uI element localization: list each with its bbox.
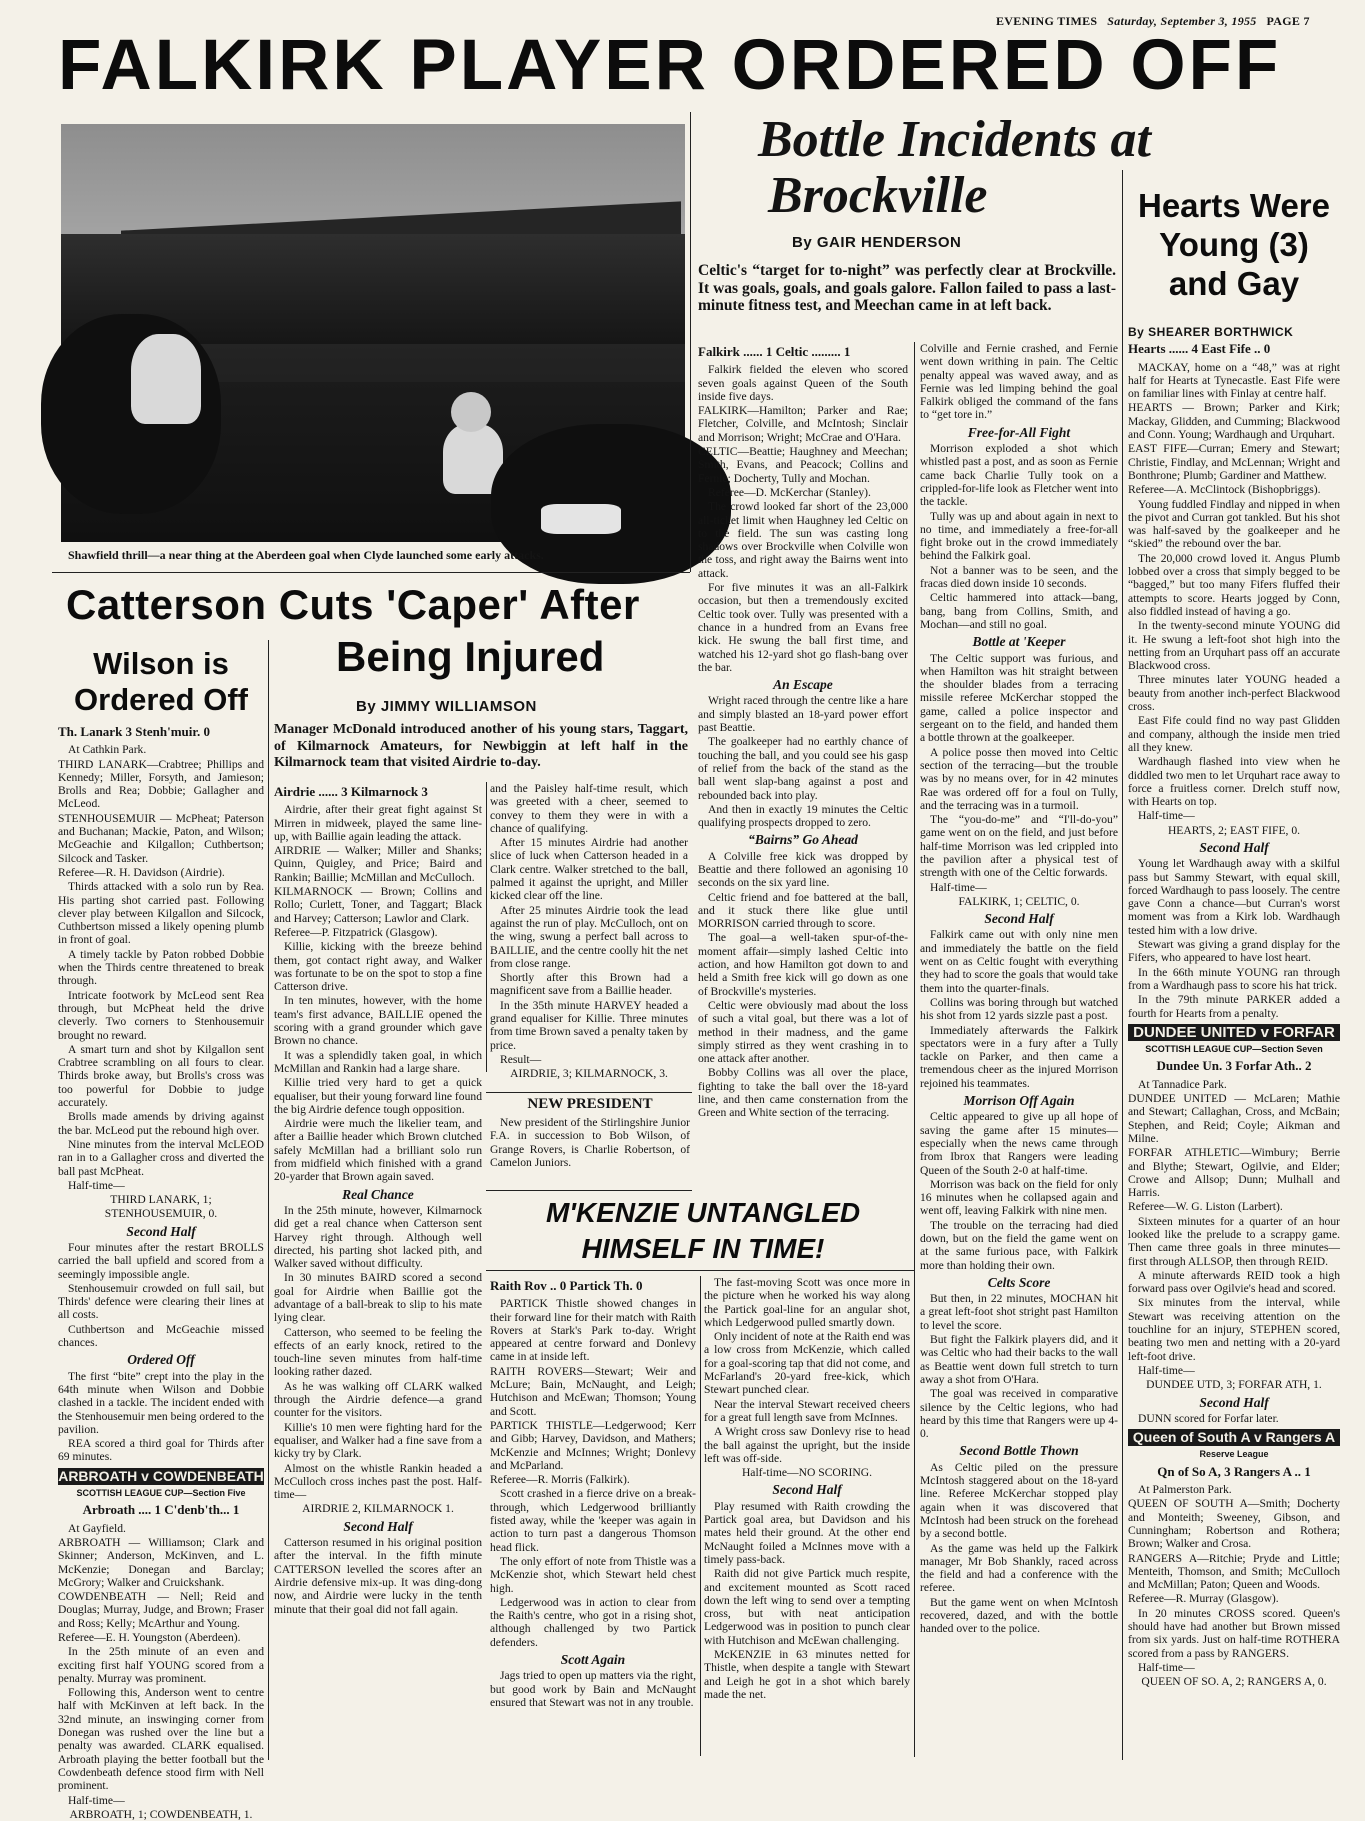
paragraph: Scott crashed in a fierce drive on a break-through, which Ledgerwood brilliantly fisted away, while the 'keeper was again in action to turn past a dangerous Thomson head flick.	[490, 1487, 696, 1554]
paragraph: MACKAY, home on a “48,” was at right half for Hearts at Tynecastle. East Fife were on familiar lines with Finlay at centre half.	[1128, 360, 1340, 401]
paragraph: The goal—a well-taken spur-of-the-moment affair—simply lashed Celtic into action, and how Hamilton got down to and held a Smith free kick will go down as one of Brockville's mysteries.	[698, 931, 908, 998]
paragraph: Shortly after this Brown had a magnificent save from a Baillie header.	[490, 971, 688, 998]
subhead: Second Half	[126, 1223, 196, 1239]
paragraph: It was a splendidly taken goal, in which McMillan and Rankin had a large share.	[274, 1048, 482, 1075]
paragraph: CELTIC—Beattie; Haughney and Meechan; Smith, Evans, and Peacock; Collins and Fernie; Docherty, Tully and Mochan.	[698, 445, 908, 485]
paragraph: Only incident of note at the Raith end was a low cross from McKenzie, which called for a goal-scoring tap that did not come, and McFarland's 20-yard free-kick, which Stewart punched clear.	[704, 1330, 910, 1397]
catterson-byline: By JIMMY WILLIAMSON	[356, 698, 537, 715]
paragraph: Tully was up and about again in next to no time, and immediately a free-for-all fight broke out in the crowd immediately behind the Falkirk goal.	[920, 509, 1118, 563]
paragraph: DUNDEE UNITED — McLaren; Mathie and Stewart; Callaghan, Cross, and McBain; Stephen, and Reid; Coyle; Aikman and Milne.	[1128, 1092, 1340, 1145]
paragraph: Stewart was giving a grand display for the Fifers, who appeared to have lost heart.	[1128, 938, 1340, 965]
halftime-score: ARBROATH, 1; COWDENBEATH, 1.	[69, 1807, 253, 1821]
mckenzie-headline-2: HIMSELF IN TIME!	[581, 1233, 825, 1264]
paragraph: Near the interval Stewart received cheers for a great full length save from McInnes.	[704, 1397, 910, 1424]
paragraph: In ten minutes, however, with the home team's first advance, BAILLIE opened the scoring with a grand grounder which gave Brown no chance.	[274, 994, 482, 1048]
paragraph: Wright raced through the centre like a hare and simply blasted an 18-yard power effort past Beattie.	[698, 694, 908, 735]
paragraph: REA scored a third goal for Thirds after 69 minutes.	[58, 1437, 264, 1464]
paragraph: Stenhousemuir crowded on full sail, but Thirds' defence were clearing their lines at all costs.	[58, 1281, 264, 1322]
halftime-score: STENHOUSEMUIR, 0.	[104, 1207, 218, 1221]
league-label: SCOTTISH LEAGUE CUP—Section Five	[76, 1488, 246, 1499]
page-number: PAGE 7	[1266, 14, 1310, 28]
arbroath-headline: ARBROATH v COWDENBEATH	[58, 1467, 264, 1484]
catterson-column-1	[274, 782, 482, 1757]
paragraph: and the Paisley half-time result, which was greeted with a cheer, seemed to convey to them they were in with a chance of qualifying.	[490, 782, 688, 835]
paragraph: McKENZIE in 63 minutes netted for Thistle, when despite a tangle with Stewart and Leigh he got in a shot which barely made the net.	[704, 1648, 910, 1701]
dundee-headline: DUNDEE UNITED v FORFAR	[1128, 1024, 1340, 1041]
paragraph: DUNN scored for Forfar later.	[1138, 1411, 1279, 1425]
subhead: Second Half	[1199, 839, 1269, 855]
subhead: Second Half	[343, 1518, 413, 1534]
subhead: Second Half	[984, 911, 1054, 927]
brockville-score: Falkirk ...... 1 Celtic ......... 1	[698, 344, 851, 359]
paragraph: RANGERS A—Ritchie; Pryde and Little; Menteith, Thomson, and Smith; McCulloch and McMillan; Paton; Queen and Woods.	[1128, 1551, 1340, 1592]
paragraph: STENHOUSEMUIR — McPheat; Paterson and Buchanan; Mackie, Paton, and Wilson; McGeachie and Kilgallon; Cuthbertson; Silcock and Tasker.	[58, 811, 264, 865]
halftime-score: Half-time—NO SCORING.	[741, 1466, 873, 1480]
paragraph: At Cathkin Park.	[68, 743, 147, 757]
subhead: Second Bottle Thown	[959, 1443, 1079, 1459]
subhead: Celts Score	[987, 1274, 1051, 1290]
paragraph: Referee—R. Murray (Glasgow).	[1128, 1592, 1279, 1606]
subhead: “Bairns” Go Ahead	[748, 832, 858, 848]
brockville-headline-1: Bottle Incidents at	[758, 111, 1151, 168]
paragraph: Following this, Anderson went to centre half with McKinven at left back. In the 32nd minute, an inswinging corner from Donegan was rushed over the line but a penalty was awarded. CLARK equalised. Arbroath playing the better football but the Cowdenbeath defence stood firm with Nell prominent.	[58, 1686, 264, 1793]
paragraph: The goal was received in comparative silence by the Celtic legions, who had heard by this time that Rangers were up 4-0.	[920, 1387, 1118, 1441]
paragraph: HEARTS — Brown; Parker and Kirk; Mackay, Glidden, and Cumming; Blackwood and Conn. Young; Wardhaugh and Urquhart.	[1128, 401, 1340, 442]
paragraph: Referee—P. Fitzpatrick (Glasgow).	[274, 925, 438, 939]
paragraph: COWDENBEATH — Nell; Reid and Douglas; Murray, Judge, and Brown; Fraser and Ross; Kelly; McArthur and Young.	[58, 1590, 264, 1630]
paragraph: At Gayfield.	[68, 1521, 126, 1535]
paragraph: A timely tackle by Paton robbed Dobbie when the Thirds centre threatened to break through.	[58, 947, 264, 988]
paragraph: Airdrie were much the likelier team, and after a Baillie header which Brown clutched safely McMillan had a brilliant solo run from midfield which finished with a grand 20-yarder that Brown again saved.	[274, 1117, 482, 1184]
paragraph: The crowd looked far short of the 23,000 all-ticket limit when Haughney led Celtic on to the field. The sun was casting long shadows over Brockville when Colville won the toss, and right away the Bairns went into attack.	[698, 500, 908, 580]
paragraph: Referee—R. Morris (Falkirk).	[490, 1473, 630, 1487]
paragraph: FALKIRK—Hamilton; Parker and Rae; Fletcher, Colville, and McIntosh; Sinclair and Morrison; Wright; McCrae and O'Hara.	[698, 404, 908, 444]
paragraph: Celtic appeared to give up all hope of saving the game after 15 minutes—especially when the news came through from Ibrox that Rangers were leading Queen of the South 2-0 at half-time.	[920, 1110, 1118, 1177]
league-label: SCOTTISH LEAGUE CUP—Section Seven	[1145, 1044, 1323, 1055]
halftime-score: THIRD LANARK, 1;	[110, 1193, 212, 1207]
paragraph: Referee—D. McKerchar (Stanley).	[708, 485, 871, 499]
hearts-column	[1128, 326, 1340, 1760]
paragraph: Half-time—	[1138, 1660, 1195, 1674]
paragraph: But the game went on when McIntosh recovered, dazed, and with the bottle handed over to the police.	[920, 1595, 1118, 1636]
paragraph: The fast-moving Scott was once more in the picture when he worked his way along the Partick goal-line for an angular shot, which Ledgerwood pulled smartly down.	[704, 1276, 910, 1329]
paragraph: PARTICK THISTLE—Ledgerwood; Kerr and Gibb; Harvey, Davidson, and Mathers; McKenzie and McInnes; Wright; Donlevy and McParland.	[490, 1418, 696, 1472]
mckenzie-column-2	[704, 1276, 910, 1757]
halftime-score: FALKIRK, 1; CELTIC, 0.	[958, 894, 1080, 908]
paragraph: The “you-do-me” and “I'll-do-you” game went on on the field, and just before half-time Morrison was led crippled into the pavilion after a physical test of strength with one of the Celtic forwards.	[920, 813, 1118, 880]
paragraph: In the 25th minute of an even and exciting first half YOUNG scored from a penalty. Murray was prominent.	[58, 1645, 264, 1685]
wilson-headline: Wilson is Ordered Off	[74, 646, 248, 717]
paragraph: And then in exactly 19 minutes the Celtic qualifying prospects dropped to zero.	[698, 802, 908, 830]
paragraph: QUEEN OF SOUTH A—Smith; Docherty and Monteith; Sweeney, Gibson, and Cunningham; Robertson and Rothera; Brown; Walker and Crosa.	[1128, 1497, 1340, 1551]
paragraph: Not a banner was to be seen, and the fracas died down inside 10 seconds.	[920, 563, 1118, 591]
subhead: Bottle at 'Keeper	[972, 634, 1066, 650]
catterson-score: Airdrie ...... 3 Kilmarnock 3	[274, 784, 428, 799]
hearts-headline: Hearts Were Young (3) and Gay	[1138, 187, 1330, 302]
dundee-score: Dundee Un. 3 Forfar Ath.. 2	[1156, 1058, 1312, 1074]
paragraph: The only effort of note from Thistle was a McKenzie shot, which Stewart held chest high.	[490, 1554, 696, 1595]
paragraph: The 20,000 crowd loved it. Angus Plumb lobbed over a cross that simply begged to be “bagged,” but too many Fifers fluffed their attempts to score. Hearts jogged by Conn, also fiddled instead of having a go.	[1128, 551, 1340, 618]
paragraph: Raith did not give Partick much respite, and excitement mounted as Scott raced down the left wing to send over a tempting cross, but with neat anticipation Ledgerwood was in position to punch clear with Hutchison and McEwan challenging.	[704, 1567, 910, 1647]
paragraph: As he was walking off CLARK walked through the Airdrie defence—a grand counter for the visitors.	[274, 1379, 482, 1420]
paragraph: The first “bite” crept into the play in the 64th minute when Wilson and Dobbie clashed in a tackle. The incident ended with the Stenhousemuir men being ordered to the pavilion.	[58, 1369, 264, 1436]
paragraph: Young fuddled Findlay and nipped in when the pivot and Curran got tankled. But his shot was half-saved by the goalkeeper and he “skied” the rebound over the bar.	[1128, 497, 1340, 551]
paragraph: Celtic friend and foe battered at the ball, and it stuck there like glue until MORRISON carried through to score.	[698, 890, 908, 931]
paragraph: THIRD LANARK—Crabtree; Phillips and Kennedy; Miller, Forsyth, and Jamieson; Brolls and Rea; Dobbie; Gallagher and McLeod.	[58, 757, 264, 811]
halftime-score: HEARTS, 2; EAST FIFE, 0.	[1167, 823, 1301, 837]
paragraph: Killie's 10 men were fighting hard for the equaliser, and Walker had a fine save from a kicky try by Clark.	[274, 1420, 482, 1461]
paragraph: At Tannadice Park.	[1138, 1077, 1227, 1091]
paragraph: A smart turn and shot by Kilgallon sent Crabtree scrambling on all fours to clear. Thirds broke away, but Brolls's cross was too powerful for Dobbie to judge accurately.	[58, 1042, 264, 1110]
paragraph: After 25 minutes Airdrie took the lead against the run of play. McCulloch, ont on the wing, swung a perfect ball across to BAILLIE, and the centre coolly hit the net from close range.	[490, 903, 688, 970]
main-headline: FALKIRK PLAYER ORDERED OFF	[58, 26, 1282, 105]
paragraph: Three minutes later YOUNG headed a beauty from another inch-perfect Blackwood cross.	[1128, 673, 1340, 714]
hearts-byline: By SHEARER BORTHWICK	[1128, 325, 1294, 339]
president-story	[490, 1116, 690, 1186]
subhead: Morrison Off Again	[963, 1093, 1075, 1109]
catterson-intro: Manager McDonald introduced another of his young stars, Taggart, of Kilmarnock Amateurs, for Newbiggin at left half in the Kilmarnock team that visited Airdrie to-day.	[274, 722, 688, 770]
paragraph: At Palmerston Park.	[1138, 1483, 1232, 1497]
queens-headline: Queen of South A v Rangers A	[1128, 1429, 1340, 1446]
paragraph: Half-time—	[1138, 1363, 1195, 1377]
paragraph: The trouble on the terracing had died down, but on the field the game went on at the same furious pace, with Falkirk more than holding their own.	[920, 1218, 1118, 1272]
mckenzie-headline-1: M'KENZIE UNTANGLED	[545, 1197, 861, 1228]
paragraph: But fight the Falkirk players did, and it was Celtic who had their backs to the wall as Beattie went down full stretch to turn away a shot from O'Hara.	[920, 1333, 1118, 1386]
paragraph: In 30 minutes BAIRD scored a second goal for Airdrie when Baillie got the advantage of a ball-break to slip to his mate lying clear.	[274, 1271, 482, 1325]
paragraph: Nine minutes from the interval McLEOD ran in to a Gallagher cross and diverted the ball past McPheat.	[58, 1137, 264, 1178]
paragraph: New president of the Stirlingshire Junior F.A. in succession to Bob Wilson, of Grange Rovers, is Charlie Robertson, of Camelon Juniors.	[490, 1116, 690, 1169]
subhead: Free-for-All Fight	[967, 424, 1071, 440]
paragraph: Brolls made amends by driving against the bar. McLeod put the rebound high over.	[58, 1110, 264, 1137]
paragraph: In the 25th minute, however, Kilmarnock did get a real chance when Catterson sent Harvey right through. Although well directed, his parting shot lacked pith, and Walker saved without difficulty.	[274, 1203, 482, 1271]
paragraph: Result—	[500, 1052, 542, 1066]
wilson-column	[58, 722, 264, 1821]
paragraph: Airdrie, after their great fight against St Mirren in midweek, played the same line-up, with Baillie again leading the attack.	[274, 803, 482, 843]
paragraph: Young let Wardhaugh away with a skilful pass but Sammy Stewart, with equal skill, forced Wardhaugh to pass loosely. The centre gave Conn a chance—but Curran's worst moment was from a Kirk lob. Wardhaugh tested him with a low drive.	[1128, 857, 1340, 937]
catterson-headline-1: Catterson Cuts 'Caper' After	[66, 581, 640, 628]
paragraph: Celtic hammered into attack—bang, bang, bang from Collins, Smith, and Mochan—and still no goal.	[920, 591, 1118, 631]
paragraph: For five minutes it was an all-Falkirk occasion, but then a tremendously excited Celtic took over. Tully was presented with a chance in a hundred from an Evans free kick. He swung the ball first time, and watched his 12-yard shot go flash-bang over the bar.	[698, 581, 908, 674]
paper-name: EVENING TIMES	[996, 14, 1098, 28]
paragraph: The goalkeeper had no earthly chance of touching the ball, and you could see his gasp of relief from the back of the stand as the ball went slap-bang against a post and rebounded back into play.	[698, 735, 908, 802]
paragraph: Celtic were obviously mad about the loss of such a vital goal, but there was a lot of method in their madness, and the game simply stirred as they went crashing in to one attack after another.	[698, 998, 908, 1066]
paragraph: EAST FIFE—Curran; Emery and Stewart; Christie, Findlay, and McLennan; Wright and Bonthrone; Plumb; Gardiner and Matthew.	[1128, 442, 1340, 482]
subhead: Second Half	[1199, 1394, 1269, 1410]
paragraph: In the 66th minute YOUNG ran through from a Wardhaugh pass to score his hat trick.	[1128, 965, 1340, 992]
paragraph: Six minutes from the interval, while Stewart was receiving attention on the touchline for an injury, STEPHEN scored, beating two men and netting with a 20-yard left-foot drive.	[1128, 1296, 1340, 1363]
subhead: Ordered Off	[127, 1352, 195, 1368]
paragraph: KILMARNOCK — Brown; Collins and Rollo; Curlett, Toner, and Taggart; Black and Harvey; Catterson; Lawlor and Clark.	[274, 885, 482, 925]
paragraph: Play resumed with Raith crowding the Partick goal area, but Davidson and his mates held their ground. At the other end McNaught foiled a McInnes move with a timely pass-back.	[704, 1499, 910, 1566]
subhead: Scott Again	[560, 1652, 626, 1668]
paragraph: Catterson, who seemed to be feeling the effects of an early knock, retired to the touch-line seven minutes from half-time looking rather dazed.	[274, 1325, 482, 1379]
subhead: Second Half	[772, 1482, 842, 1498]
paragraph: As Celtic piled on the pressure McIntosh staggered about on the 18-yard line. Referee McKerchar stopped play again when it was discovered that McIntosh had been struck on the forehead by a second bottle.	[920, 1460, 1118, 1541]
brockville-column-2	[920, 342, 1118, 1757]
paragraph: Half-time—	[1138, 809, 1195, 823]
hearts-score: Hearts ...... 4 East Fife .. 0	[1128, 341, 1271, 357]
brockville-byline: By GAIR HENDERSON	[792, 234, 962, 251]
paragraph: Catterson resumed in his original position after the interval. In the fifth minute CATTERSON levelled the scores after an Airdrie defensive mix-up. It was ding-dong now, and Airdrie were lucky in the tenth minute that their goal did not fall again.	[274, 1536, 482, 1616]
paragraph: A police posse then moved into Celtic section of the terracing—but the trouble was by no means over, for in 42 minutes Rae was ordered off for a foul on Tully, and the terracing was in a turmoil.	[920, 745, 1118, 812]
paragraph: East Fife could find no way past Glidden and company, although the inside men tried all they knew.	[1128, 714, 1340, 754]
paragraph: Immediately afterwards the Falkirk spectators were in a fury after a Tully tackle on Parker, and then came a tremendous cheer as the injured Morrison rejoined his teammates.	[920, 1023, 1118, 1090]
halftime-score: QUEEN OF SO. A, 2; RANGERS A, 0.	[1141, 1675, 1327, 1689]
mckenzie-column-1	[490, 1276, 696, 1757]
paragraph: Ledgerwood was in action to clear from the Raith's centre, who got in a rising shot, although challenged by two Partick defenders.	[490, 1595, 696, 1649]
paragraph: In the 35th minute HARVEY headed a grand equaliser for Killie. Three minutes from time Brown saved a penalty taken by price.	[490, 998, 688, 1052]
final-result: AIRDRIE, 3; KILMARNOCK, 3.	[510, 1067, 668, 1081]
paragraph: In 20 minutes CROSS scored. Queen's should have had another but Brown missed from six yards. Just on half-time ROTHERA scored from a pass by RANGERS.	[1128, 1606, 1340, 1660]
paragraph: But then, in 22 minutes, MOCHAN hit a great left-foot shot stright past Hamilton to level the score.	[920, 1292, 1118, 1332]
paragraph: FORFAR ATHLETIC—Wimbury; Berrie and Blythe; Stewart, Ogilvie, and Elder; Crowe and Allsop; Dunn; Mulhall and Harris.	[1128, 1146, 1340, 1200]
halftime-score: AIRDRIE 2, KILMARNOCK 1.	[302, 1502, 454, 1516]
paragraph: A Colville free kick was dropped by Beattie and there followed an agonising 10 seconds on the six yard line.	[698, 849, 908, 890]
paragraph: Referee—E. H. Youngston (Aberdeen).	[58, 1631, 241, 1644]
paragraph: Half-time—	[930, 880, 987, 894]
paragraph: Sixteen minutes for a quarter of an hour looked like the prelude to a scrappy game. Then came three goals in three minutes—first through ALLSOP, then through REID.	[1128, 1214, 1340, 1268]
league-label: Reserve League	[1199, 1449, 1269, 1460]
paragraph: ARBROATH — Williamson; Clark and Skinner; Anderson, McKinven, and L. McKenzie; Donegan and Barclay; McGrory; Walker and Cruickshank.	[58, 1535, 264, 1589]
paragraph: Killie tried very hard to get a quick equaliser, but their young forward line found the big Airdrie defence tough opposition.	[274, 1076, 482, 1116]
paragraph: Morrison was back on the field for only 16 minutes when he collapsed again and went off, leaving Falkirk with nine men.	[920, 1177, 1118, 1218]
paragraph: After 15 minutes Airdrie had another slice of luck when Catterson headed in a Clark centre. Walker stretched to the ball, palmed it against the upright, and Miller kicked clear off the line.	[490, 836, 688, 903]
paragraph: A minute afterwards REID took a high forward pass over Ogilvie's head and scored.	[1128, 1268, 1340, 1296]
paragraph: Bobby Collins was all over the place, fighting to take the ball over the 18-yard line, and then came consternation from the Green and White section of the terracing.	[698, 1066, 908, 1120]
brockville-headline-2: Brockville	[768, 167, 988, 224]
paragraph: Half-time—	[68, 1793, 125, 1807]
paragraph: A Wright cross saw Donlevy rise to head the ball against the upright, but the inside left was off-side.	[704, 1425, 910, 1465]
paragraph: Colville and Fernie crashed, and Fernie went down writhing in pain. The Celtic penalty appeal was waved away, and as Fernie was led limping behind the goal Falkirk obliged the command of the fans to “get tore in.”	[920, 342, 1118, 422]
paragraph: Morrison exploded a shot which whistled past a post, and as soon as Fernie came back Charlie Tully took on a crippled-for-life look as Fletcher went into the tackle.	[920, 442, 1118, 509]
paragraph: Referee—A. McClintock (Bishopbriggs).	[1128, 483, 1321, 497]
catterson-column-2	[490, 782, 688, 1082]
brockville-intro: Celtic's “target for to-night” was perfectly clear at Brockville. It was goals, goals, and goals galore. Fallon failed to pass a last-minute fitness test, and Meechan came in at left back.	[698, 262, 1116, 314]
paragraph: As the game was held up the Falkirk manager, Mr Bob Shankly, raced across the field and had a conference with the referee.	[920, 1541, 1118, 1595]
paragraph: RAITH ROVERS—Stewart; Weir and McLure; Bain, McNaught, and Leigh; Hutchison and McEwan; Thomson; Young and Scott.	[490, 1364, 696, 1418]
president-headline: NEW PRESIDENT	[527, 1096, 653, 1112]
subhead: Real Chance	[342, 1186, 414, 1202]
arbroath-score: Arbroath .... 1 C'denb'th... 1	[82, 1502, 240, 1518]
paragraph: Falkirk fielded the eleven who scored seven goals against Queen of the South inside five days.	[698, 363, 908, 403]
paragraph: Intricate footwork by McLeod sent Rea through, but McPheat held the drive cleverly. Two corners to Stenhousemuir brought no reward.	[58, 988, 264, 1042]
issue-date: Saturday, September 3, 1955	[1107, 14, 1257, 28]
subhead: An Escape	[773, 677, 833, 693]
paragraph: Jags tried to open up matters via the right, but good work by Bain and McNaught ensured that Stewart was not in any trouble.	[490, 1669, 696, 1709]
paragraph: Wardhaugh flashed into view when he diddled two men to let Urquhart race away to force a fruitless corner. Drelch stuff now, with Hearts on top.	[1128, 755, 1340, 809]
queens-score: Qn of So A, 3 Rangers A .. 1	[1157, 1463, 1311, 1479]
paragraph: Half-time—	[68, 1178, 125, 1192]
catterson-headline-2: Being Injured	[336, 633, 605, 680]
paragraph: Referee—W. G. Liston (Larbert).	[1128, 1200, 1283, 1214]
paragraph: PARTICK Thistle showed changes in their forward line for their match with Raith Rovers at Stark's Park to-day. Wright appeared at centre forward and Donlevy came in at inside left.	[490, 1297, 696, 1364]
paragraph: Collins was boring through but watched his shot from 12 yards sizzle past a post.	[920, 995, 1118, 1023]
paragraph: Four minutes after the restart BROLLS carried the ball upfield and scored from a seemingly impossible angle.	[58, 1240, 264, 1281]
paragraph: Referee—R. H. Davidson (Airdrie).	[58, 865, 225, 879]
paragraph: In the 79th minute PARKER added a fourth for Hearts from a penalty.	[1128, 993, 1340, 1020]
paragraph: The Celtic support was furious, and when Hamilton was hit straight between the shoulder blades from a terracing missile referee McKerchar stopped the game, called a police inspector and sergeant on to the field, and handed them a bottle thrown at the goalkeeper.	[920, 651, 1118, 745]
paragraph: In the twenty-second minute YOUNG did it. He swung a left-foot shot high into the netting from an Urquhart pass off an accurate Blackwood cross.	[1128, 619, 1340, 673]
paragraph: Cuthbertson and McGeachie missed chances.	[58, 1322, 264, 1350]
paragraph: Thirds attacked with a solo run by Rea. His parting shot carried past. Following clever play between Kilgallon and Silcock, Cuthbertson missed a likely opening plumb in front of goal.	[58, 880, 264, 947]
paragraph: Killie, kicking with the breeze behind them, got contact right away, and Walker was fortunate to be on the spot to stop a fine Catterson drive.	[274, 940, 482, 994]
match-photo	[61, 124, 685, 542]
paragraph: Almost on the whistle Rankin headed a McCulloch cross inches past the post. Half-time—	[274, 1461, 482, 1502]
paragraph: Falkirk came out with only nine men and immediately the battle on the field went on as Celtic fought with everything they had to score the goals that would take them into the quarter-finals.	[920, 928, 1118, 995]
paragraph: AIRDRIE — Walker; Miller and Shanks; Quinn, Quigley, and Price; Baird and Rankin; Baillie; McMillan and McCulloch.	[274, 844, 482, 884]
wilson-score: Th. Lanark 3 Stenh'muir. 0	[58, 724, 210, 739]
halftime-score: DUNDEE UTD, 3; FORFAR ATH, 1.	[1146, 1378, 1322, 1392]
photo-caption: Shawfield thrill—a near thing at the Aberdeen goal when Clyde launched some early attacks.	[68, 548, 544, 562]
mckenzie-score: Raith Rov .. 0 Partick Th. 0	[490, 1278, 643, 1293]
